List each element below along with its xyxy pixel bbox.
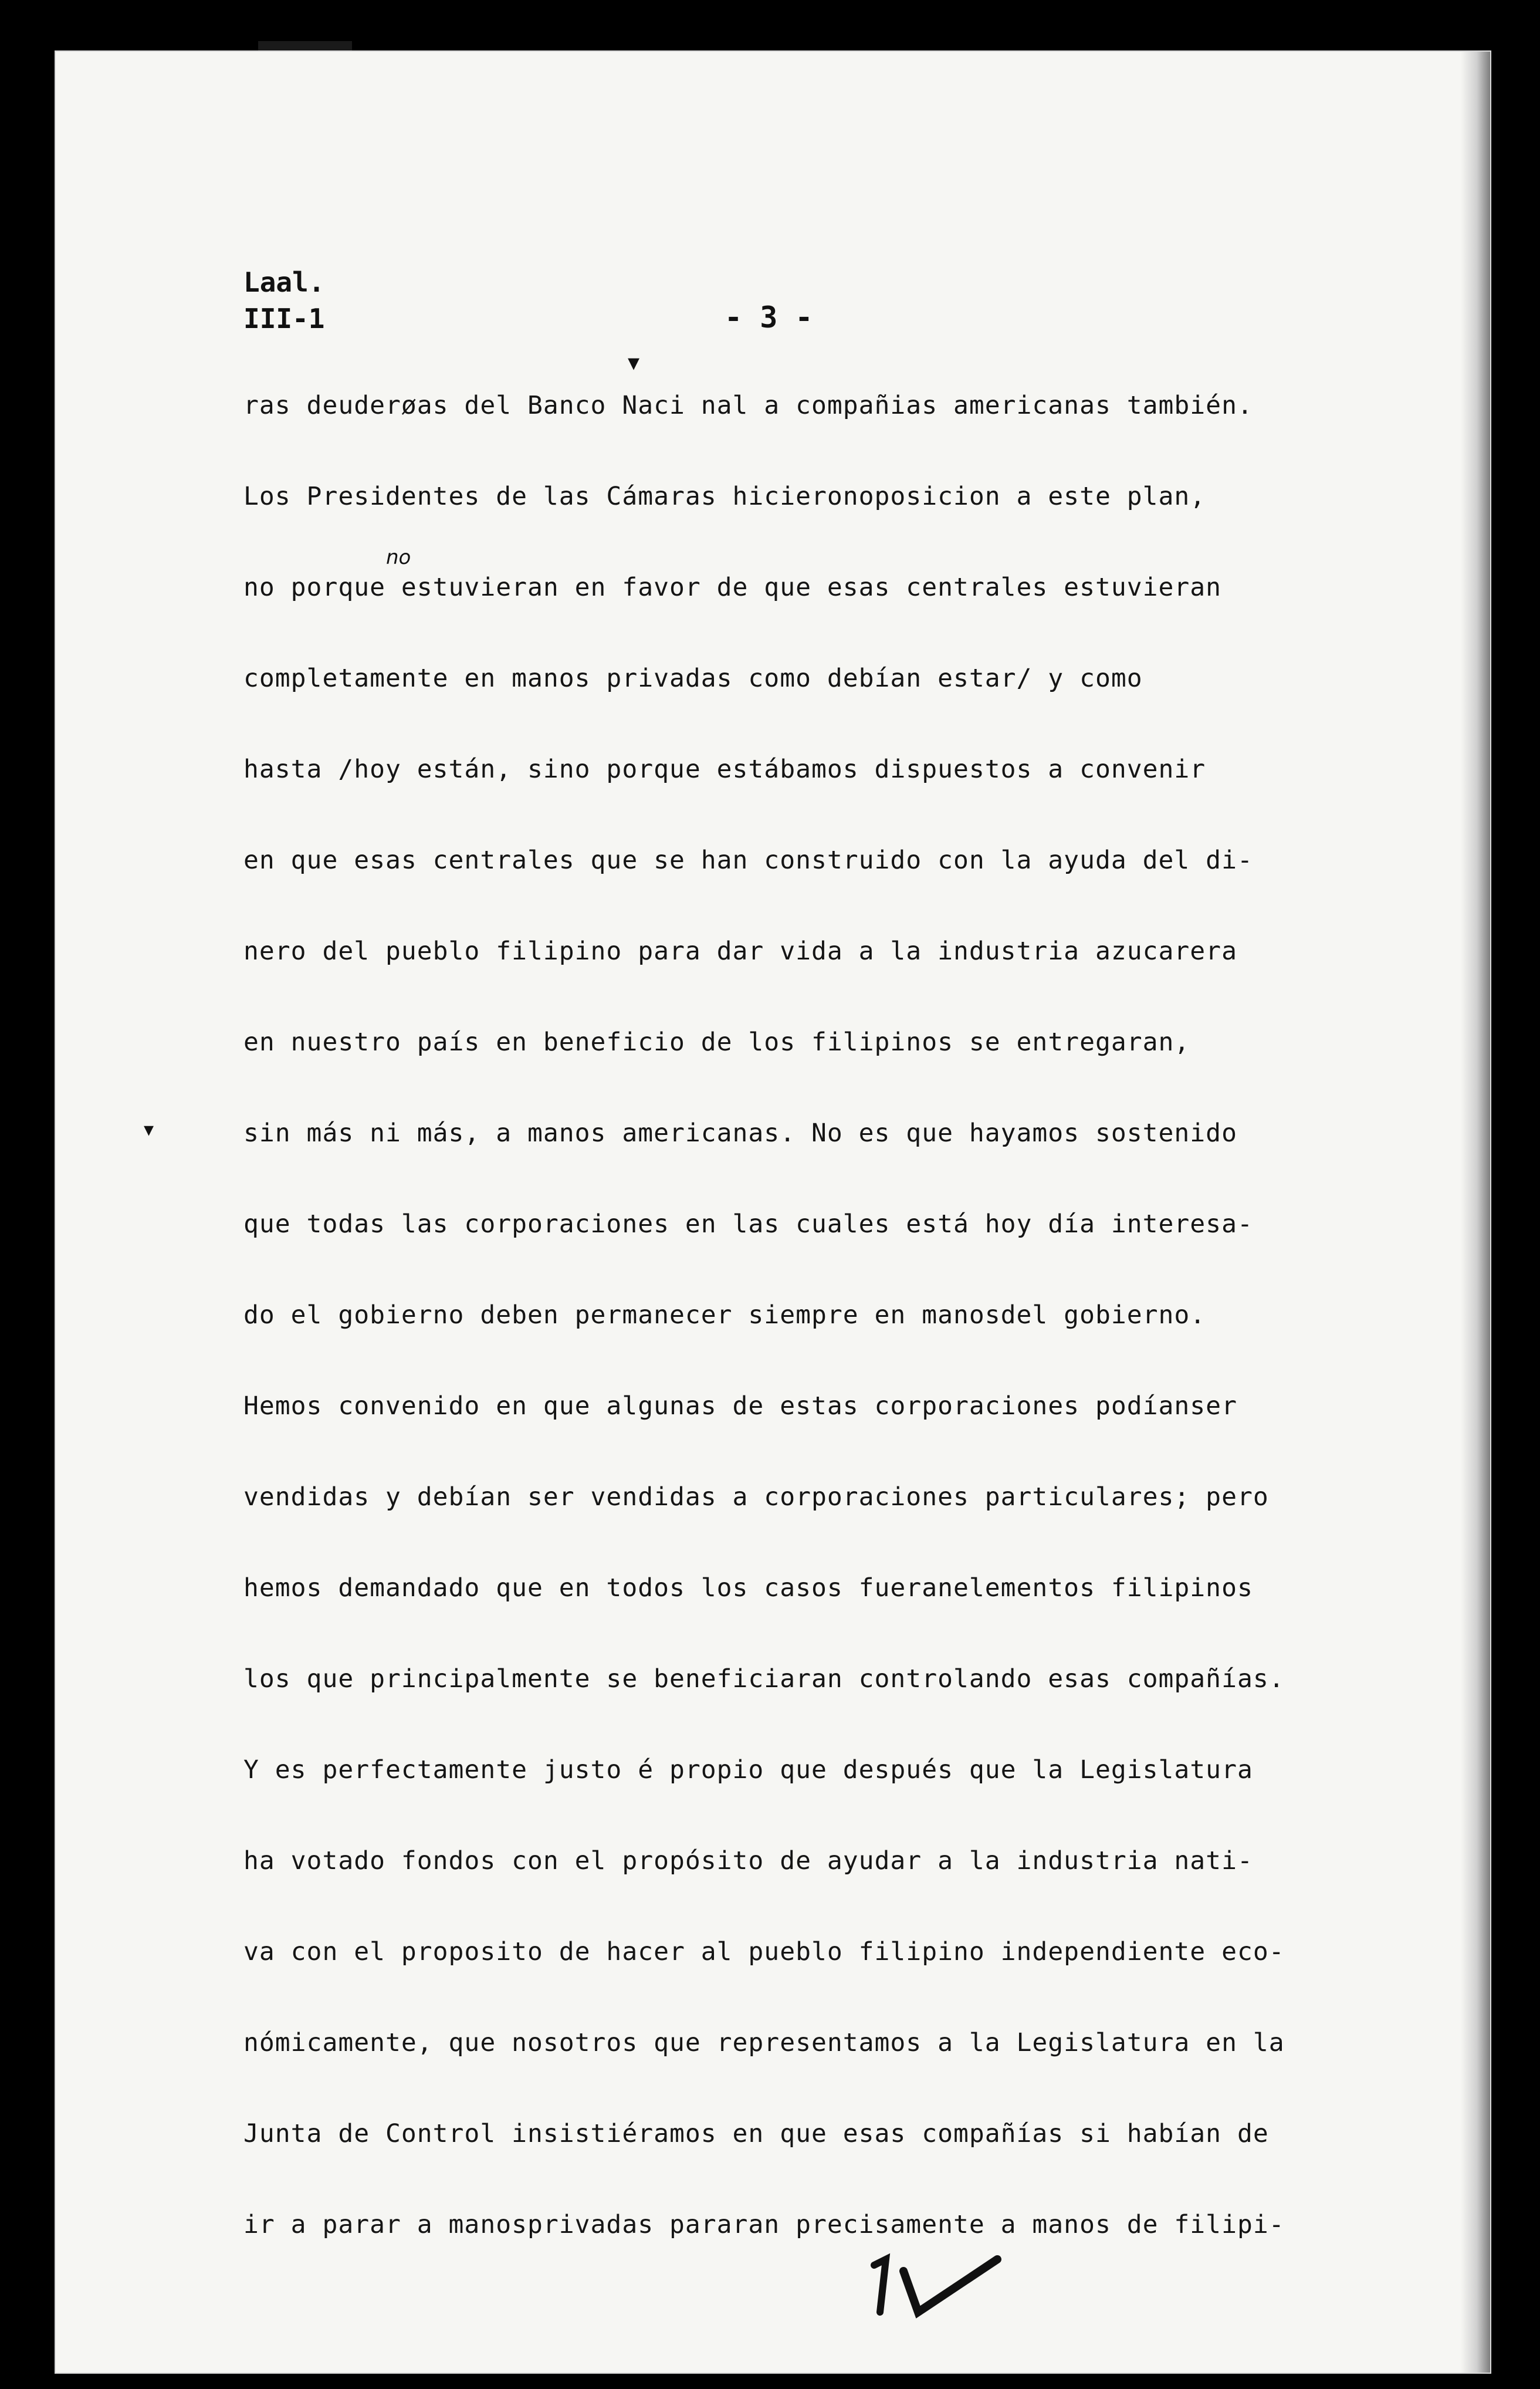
header-reference-line2: III-1 bbox=[243, 303, 325, 334]
page-number: - 3 - bbox=[725, 300, 813, 334]
text-line: nómicamente, que nosotros que representamos a la Legislatura en la bbox=[243, 2028, 1285, 2057]
text-line: en nuestro país en beneficio de los filipinos se entregaran, bbox=[243, 1028, 1190, 1057]
text-line: vendidas y debían ser vendidas a corporaciones particulares; pero bbox=[243, 1482, 1269, 1512]
document-body bbox=[243, 387, 1434, 2297]
handwritten-page-mark bbox=[862, 2248, 1003, 2330]
document-header bbox=[243, 264, 324, 337]
text-line: do el gobierno deben permanecer siempre en manosdel gobierno. bbox=[243, 1300, 1206, 1330]
text-line: los que principalmente se beneficiaran controlando esas compañías. bbox=[243, 1664, 1285, 1694]
ink-mark: ▾ bbox=[144, 1118, 154, 1141]
text-line: hemos demandado que en todos los casos fueranelementos filipinos bbox=[243, 1573, 1253, 1603]
text-line: completamente en manos privadas como debían estar/ y como bbox=[243, 664, 1143, 693]
text-line: Y es perfectamente justo é propio que después que la Legislatura bbox=[243, 1755, 1253, 1785]
page-edge-shadow bbox=[1461, 52, 1490, 2373]
text-line: no porque estuvieran en favor de que esas centrales estuvieran bbox=[243, 573, 1222, 602]
text-line: Los Presidentes de las Cámaras hicieronoposicion a este plan, bbox=[243, 482, 1206, 511]
text-line: hasta /hoy están, sino porque estábamos dispuestos a convenir bbox=[243, 755, 1206, 784]
text-line: nero del pueblo filipino para dar vida a la industria azucarera bbox=[243, 937, 1237, 966]
text-line: va con el proposito de hacer al pueblo filipino independiente eco- bbox=[243, 1937, 1285, 1966]
text-line: Hemos convenido en que algunas de estas corporaciones podíanser bbox=[243, 1391, 1237, 1421]
text-line: ras deuderøas del Banco Naci nal a compañias americanas también. bbox=[243, 391, 1253, 420]
header-reference-line1: Laal. bbox=[243, 266, 325, 298]
text-line: ha votado fondos con el propósito de ayudar a la industria nati- bbox=[243, 1846, 1253, 1876]
text-line: que todas las corporaciones en las cuales está hoy día interesa- bbox=[243, 1209, 1253, 1239]
handwritten-insert: no bbox=[386, 546, 411, 569]
text-line: ir a parar a manosprivadas pararan precisamente a manos de filipi- bbox=[243, 2210, 1285, 2239]
text-line: en que esas centrales que se han construido con la ayuda del di- bbox=[243, 846, 1253, 875]
ink-mark: ▾ bbox=[628, 349, 640, 376]
text-line: sin más ni más, a manos americanas. No es que hayamos sostenido bbox=[243, 1119, 1237, 1148]
text-line: Junta de Control insistiéramos en que esas compañías si habían de bbox=[243, 2119, 1269, 2148]
